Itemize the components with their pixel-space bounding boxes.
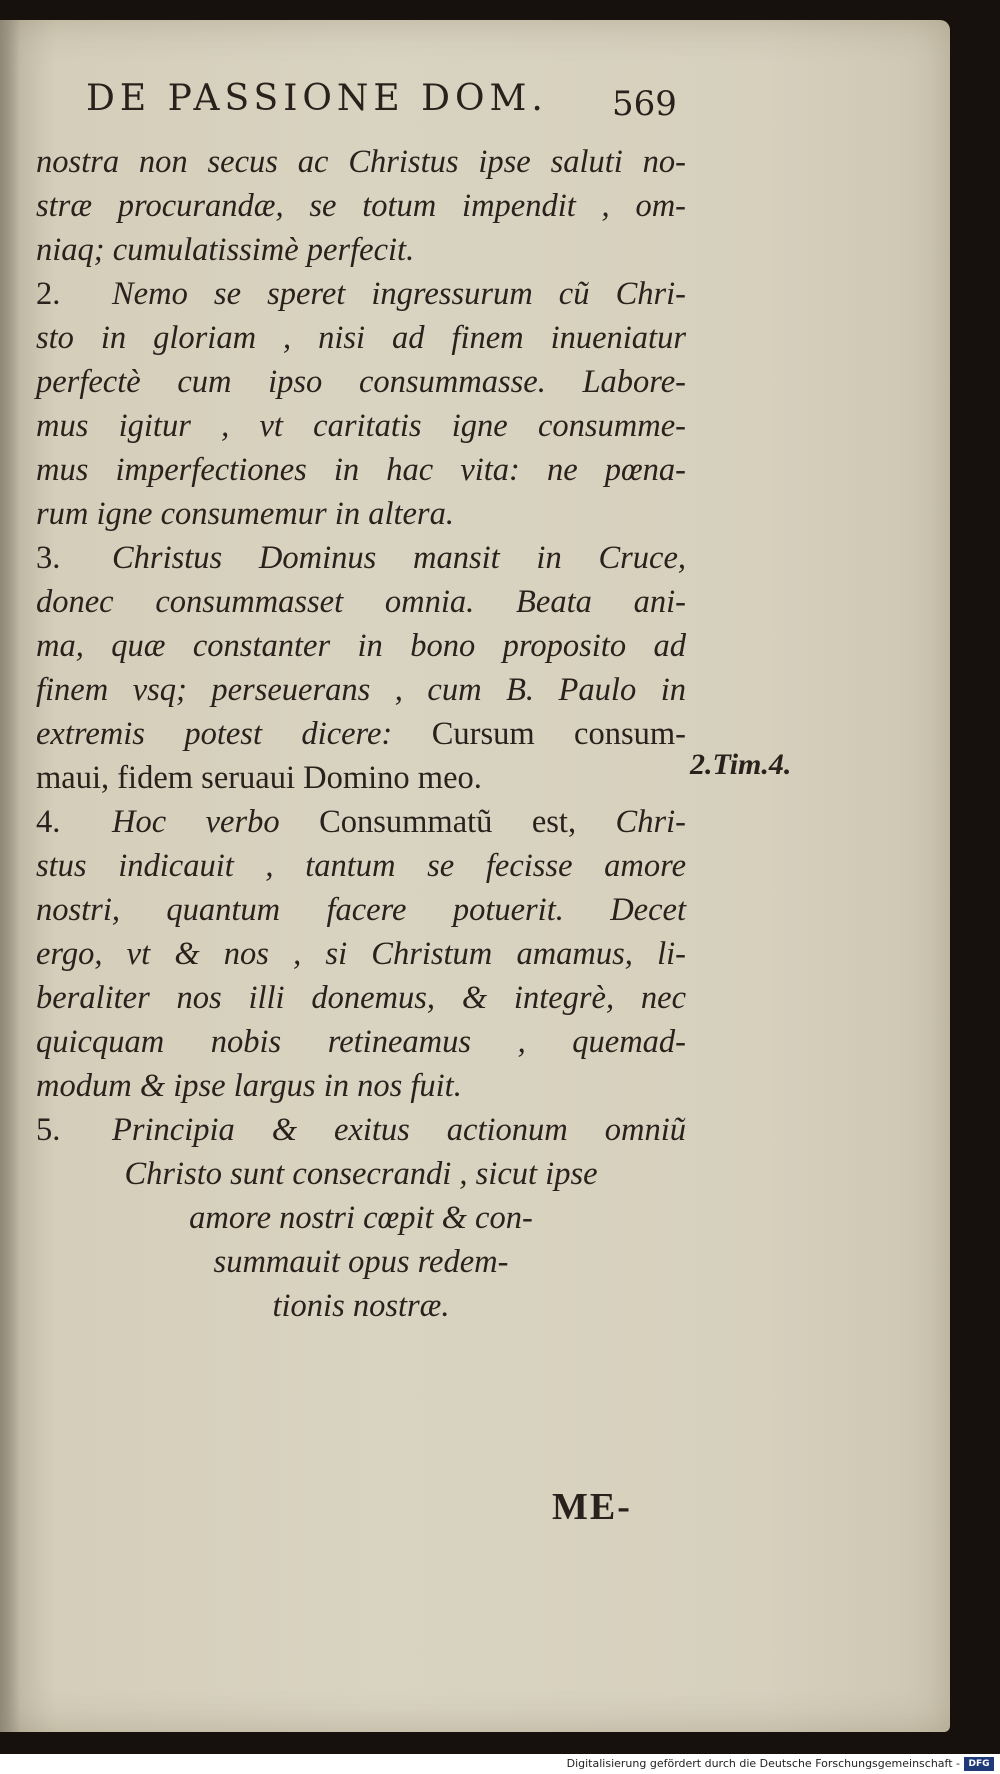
text-line xyxy=(36,580,686,624)
line-text: stus indicauit , tantum se fecisse amore xyxy=(36,848,686,884)
text-line xyxy=(36,184,686,228)
line-text: modum & ipse largus in nos fuit. xyxy=(36,1068,462,1104)
text-line xyxy=(36,1064,686,1108)
line-text: mus imperfectiones in hac vita: ne pœna- xyxy=(36,452,686,488)
line-text-roman: Cursum consum- xyxy=(431,716,686,752)
line-text: ergo, vt & nos , si Christum amamus, li- xyxy=(36,936,686,972)
running-head: DE PASSIONE DOM. xyxy=(86,78,548,119)
text-line xyxy=(36,1196,686,1240)
text-line xyxy=(36,1152,686,1196)
text-line xyxy=(36,844,686,888)
paragraph-number: 3. xyxy=(36,540,61,576)
text-line xyxy=(36,756,686,800)
line-text: mus igitur , vt caritatis igne consumme- xyxy=(36,408,686,444)
line-text: extremis potest dicere: xyxy=(36,716,432,752)
text-line xyxy=(36,1108,686,1152)
line-text: perfectè cum ipso consummasse. Labore- xyxy=(36,364,686,400)
dfg-logo: DFG xyxy=(964,1757,994,1771)
line-text: nostra non secus ac Christus ipse saluti no- xyxy=(36,144,686,180)
line-text: amore nostri cœpit & con- xyxy=(189,1200,533,1236)
text-line xyxy=(36,316,686,360)
text-line xyxy=(36,1020,686,1064)
line-text: tionis nostræ. xyxy=(272,1288,450,1324)
page-number: 569 xyxy=(612,84,677,124)
text-line xyxy=(36,800,686,844)
text-line xyxy=(36,360,686,404)
text-line xyxy=(36,624,686,668)
line-text-roman: Consummatũ est, xyxy=(319,804,577,840)
text-line xyxy=(36,932,686,976)
line-text: Nemo se speret ingressurum cũ Chri- xyxy=(112,276,686,312)
line-text: Christo sunt consecrandi , sicut ipse xyxy=(124,1156,598,1192)
paragraph-number: 4. xyxy=(36,804,61,840)
paragraph-number: 5. xyxy=(36,1112,61,1148)
line-text: Chri- xyxy=(576,804,686,840)
text-line xyxy=(36,272,686,316)
text-line xyxy=(36,976,686,1020)
text-line xyxy=(36,712,686,756)
paragraph-number: 2. xyxy=(36,276,61,312)
line-text: niaq; cumulatissimè perfecit. xyxy=(36,232,415,268)
text-line xyxy=(36,536,686,580)
line-text: finem vsq; perseuerans , cum B. Paulo in xyxy=(36,672,686,708)
line-text: donec consummasset omnia. Beata ani- xyxy=(36,584,686,620)
text-line xyxy=(36,404,686,448)
text-line xyxy=(36,668,686,712)
page-gutter-shadow xyxy=(0,20,20,1732)
marginal-note: 2.Tim.4. xyxy=(690,748,792,781)
line-text-roman: maui, fidem seruaui Domino meo. xyxy=(36,760,482,796)
line-text: Christus Dominus mansit in Cruce, xyxy=(112,540,686,576)
catchword: ME- xyxy=(552,1486,632,1528)
line-text: nostri, quantum facere potuerit. Decet xyxy=(36,892,686,928)
text-line xyxy=(36,448,686,492)
text-line xyxy=(36,888,686,932)
line-text: stræ procurandæ, se totum impendit , om- xyxy=(36,188,686,224)
line-text: Principia & exitus actionum omniũ xyxy=(112,1112,686,1148)
text-line xyxy=(36,492,686,536)
line-text: rum igne consumemur in altera. xyxy=(36,496,454,532)
text-line xyxy=(36,140,686,184)
text-line xyxy=(36,1240,686,1284)
line-text: ma, quæ constanter in bono proposito ad xyxy=(36,628,686,664)
line-text: sto in gloriam , nisi ad finem inueniatur xyxy=(36,320,686,356)
line-text: quicquam nobis retineamus , quemad- xyxy=(36,1024,686,1060)
text-line xyxy=(36,1284,686,1328)
text-line xyxy=(36,228,686,272)
line-text: beraliter nos illi donemus, & integrè, nec xyxy=(36,980,686,1016)
line-text: Hoc verbo xyxy=(112,804,320,840)
body-text xyxy=(36,140,686,1328)
line-text: summauit opus redem- xyxy=(213,1244,509,1280)
footer-credit: Digitalisierung gefördert durch die Deutsche Forschungsgemeinschaft - xyxy=(566,1757,960,1770)
